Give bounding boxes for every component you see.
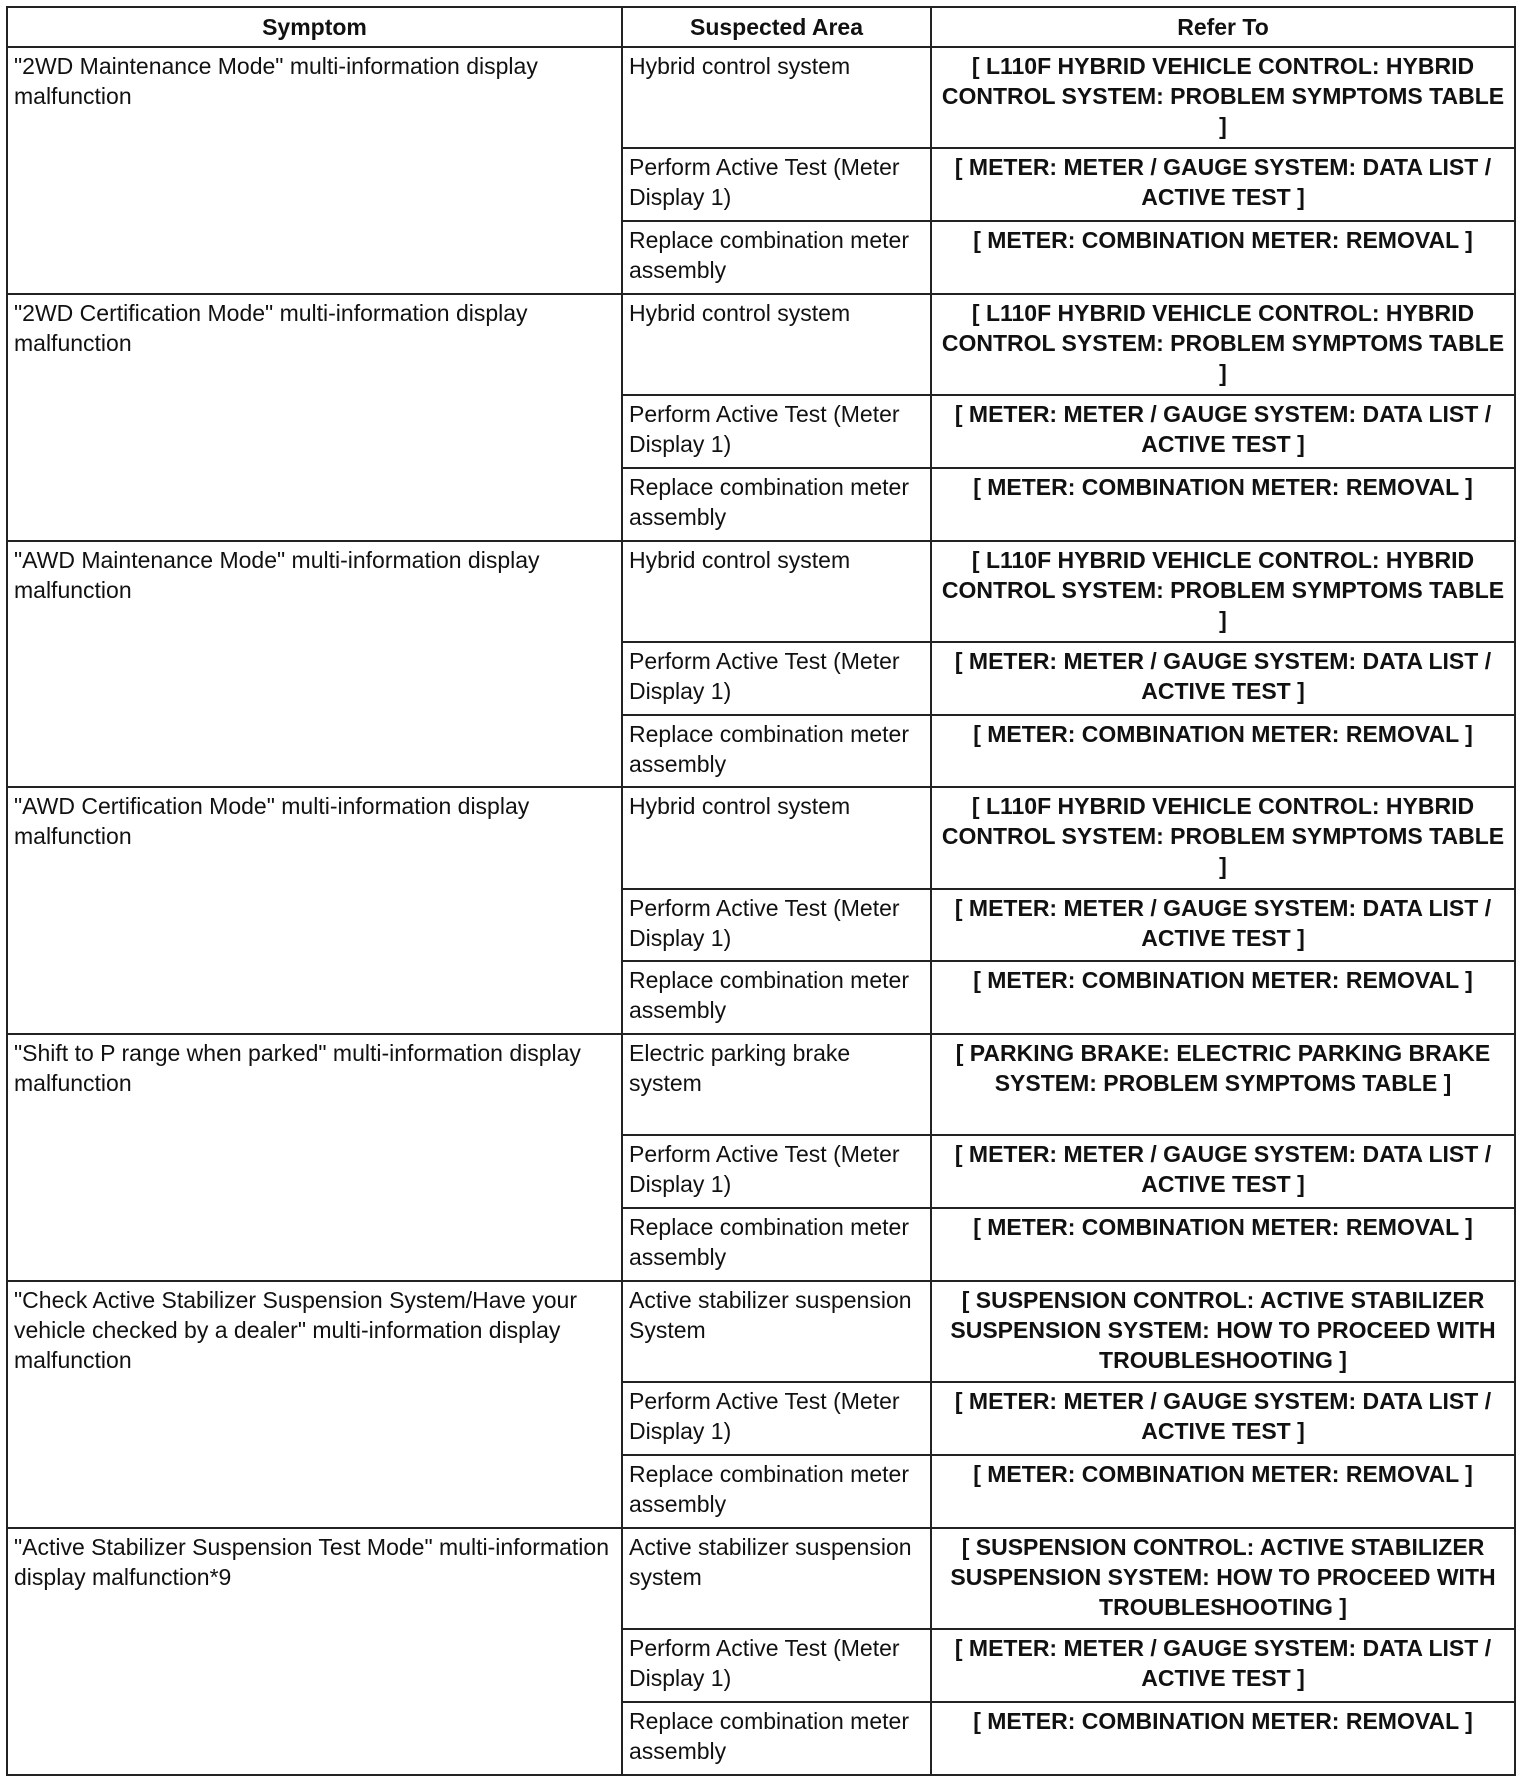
refer-to-link[interactable]: [ SUSPENSION CONTROL: ACTIVE STABILIZER SUSPENSION SYSTEM: HOW TO PROCEED WITH TROUBLESHOOTING ] — [931, 1281, 1515, 1382]
suspected-area-cell: Perform Active Test (Meter Display 1) — [622, 148, 931, 221]
symptom-cell: "Check Active Stabilizer Suspension System/Have your vehicle checked by a dealer" multi-information display malfunction — [7, 1281, 622, 1528]
suspected-area-cell: Replace combination meter assembly — [622, 715, 931, 788]
table-row — [7, 1034, 1515, 1135]
symptom-cell: "2WD Certification Mode" multi-information display malfunction — [7, 294, 622, 541]
suspected-area-cell: Hybrid control system — [622, 47, 931, 148]
table-row — [7, 1281, 1515, 1382]
suspected-area-cell: Replace combination meter assembly — [622, 1702, 931, 1775]
suspected-area-cell: Perform Active Test (Meter Display 1) — [622, 1382, 931, 1455]
suspected-area-cell: Perform Active Test (Meter Display 1) — [622, 889, 931, 962]
refer-to-link[interactable]: [ L110F HYBRID VEHICLE CONTROL: HYBRID CONTROL SYSTEM: PROBLEM SYMPTOMS TABLE ] — [931, 787, 1515, 888]
refer-to-link[interactable]: [ METER: COMBINATION METER: REMOVAL ] — [931, 221, 1515, 294]
symptom-cell: "2WD Maintenance Mode" multi-information display malfunction — [7, 47, 622, 294]
suspected-area-cell: Replace combination meter assembly — [622, 961, 931, 1034]
refer-to-link[interactable]: [ METER: METER / GAUGE SYSTEM: DATA LIST / ACTIVE TEST ] — [931, 642, 1515, 715]
refer-to-link[interactable]: [ L110F HYBRID VEHICLE CONTROL: HYBRID CONTROL SYSTEM: PROBLEM SYMPTOMS TABLE ] — [931, 47, 1515, 148]
header-refer-to: Refer To — [931, 7, 1515, 47]
table-row — [7, 294, 1515, 395]
suspected-area-cell: Perform Active Test (Meter Display 1) — [622, 1629, 931, 1702]
refer-to-link[interactable]: [ L110F HYBRID VEHICLE CONTROL: HYBRID CONTROL SYSTEM: PROBLEM SYMPTOMS TABLE ] — [931, 541, 1515, 642]
refer-to-link[interactable]: [ METER: METER / GAUGE SYSTEM: DATA LIST / ACTIVE TEST ] — [931, 1135, 1515, 1208]
refer-to-link[interactable]: [ METER: COMBINATION METER: REMOVAL ] — [931, 715, 1515, 788]
suspected-area-cell: Hybrid control system — [622, 787, 931, 888]
refer-to-link[interactable]: [ METER: METER / GAUGE SYSTEM: DATA LIST / ACTIVE TEST ] — [931, 395, 1515, 468]
suspected-area-cell: Perform Active Test (Meter Display 1) — [622, 642, 931, 715]
refer-to-link[interactable]: [ METER: METER / GAUGE SYSTEM: DATA LIST / ACTIVE TEST ] — [931, 148, 1515, 221]
symptom-cell: "Shift to P range when parked" multi-information display malfunction — [7, 1034, 622, 1281]
refer-to-link[interactable]: [ METER: COMBINATION METER: REMOVAL ] — [931, 1702, 1515, 1775]
suspected-area-cell: Replace combination meter assembly — [622, 468, 931, 541]
refer-to-link[interactable]: [ METER: METER / GAUGE SYSTEM: DATA LIST / ACTIVE TEST ] — [931, 1382, 1515, 1455]
suspected-area-cell: Replace combination meter assembly — [622, 1208, 931, 1281]
refer-to-link[interactable]: [ METER: COMBINATION METER: REMOVAL ] — [931, 961, 1515, 1034]
suspected-area-cell: Hybrid control system — [622, 294, 931, 395]
header-row — [7, 7, 1515, 47]
suspected-area-cell: Hybrid control system — [622, 541, 931, 642]
symptom-cell: "AWD Certification Mode" multi-information display malfunction — [7, 787, 622, 1034]
suspected-area-cell: Active stabilizer suspension system — [622, 1528, 931, 1629]
table-row — [7, 787, 1515, 888]
suspected-area-cell: Replace combination meter assembly — [622, 221, 931, 294]
refer-to-link[interactable]: [ METER: COMBINATION METER: REMOVAL ] — [931, 468, 1515, 541]
refer-to-link[interactable]: [ METER: METER / GAUGE SYSTEM: DATA LIST / ACTIVE TEST ] — [931, 1629, 1515, 1702]
table-body — [7, 47, 1515, 1775]
suspected-area-cell: Replace combination meter assembly — [622, 1455, 931, 1528]
refer-to-link[interactable]: [ SUSPENSION CONTROL: ACTIVE STABILIZER SUSPENSION SYSTEM: HOW TO PROCEED WITH TROUBLESHOOTING ] — [931, 1528, 1515, 1629]
refer-to-link[interactable]: [ PARKING BRAKE: ELECTRIC PARKING BRAKE SYSTEM: PROBLEM SYMPTOMS TABLE ] — [931, 1034, 1515, 1135]
refer-to-link[interactable]: [ METER: METER / GAUGE SYSTEM: DATA LIST / ACTIVE TEST ] — [931, 889, 1515, 962]
problem-symptoms-table — [6, 6, 1516, 1776]
header-symptom: Symptom — [7, 7, 622, 47]
header-suspected-area: Suspected Area — [622, 7, 931, 47]
table-row — [7, 47, 1515, 148]
symptom-cell: "Active Stabilizer Suspension Test Mode" multi-information display malfunction*9 — [7, 1528, 622, 1775]
refer-to-link[interactable]: [ METER: COMBINATION METER: REMOVAL ] — [931, 1455, 1515, 1528]
suspected-area-cell: Electric parking brake system — [622, 1034, 931, 1135]
suspected-area-cell: Perform Active Test (Meter Display 1) — [622, 1135, 931, 1208]
suspected-area-cell: Perform Active Test (Meter Display 1) — [622, 395, 931, 468]
suspected-area-cell: Active stabilizer suspension System — [622, 1281, 931, 1382]
refer-to-link[interactable]: [ METER: COMBINATION METER: REMOVAL ] — [931, 1208, 1515, 1281]
table-row — [7, 1528, 1515, 1629]
table-row — [7, 541, 1515, 642]
symptom-cell: "AWD Maintenance Mode" multi-information display malfunction — [7, 541, 622, 788]
refer-to-link[interactable]: [ L110F HYBRID VEHICLE CONTROL: HYBRID CONTROL SYSTEM: PROBLEM SYMPTOMS TABLE ] — [931, 294, 1515, 395]
